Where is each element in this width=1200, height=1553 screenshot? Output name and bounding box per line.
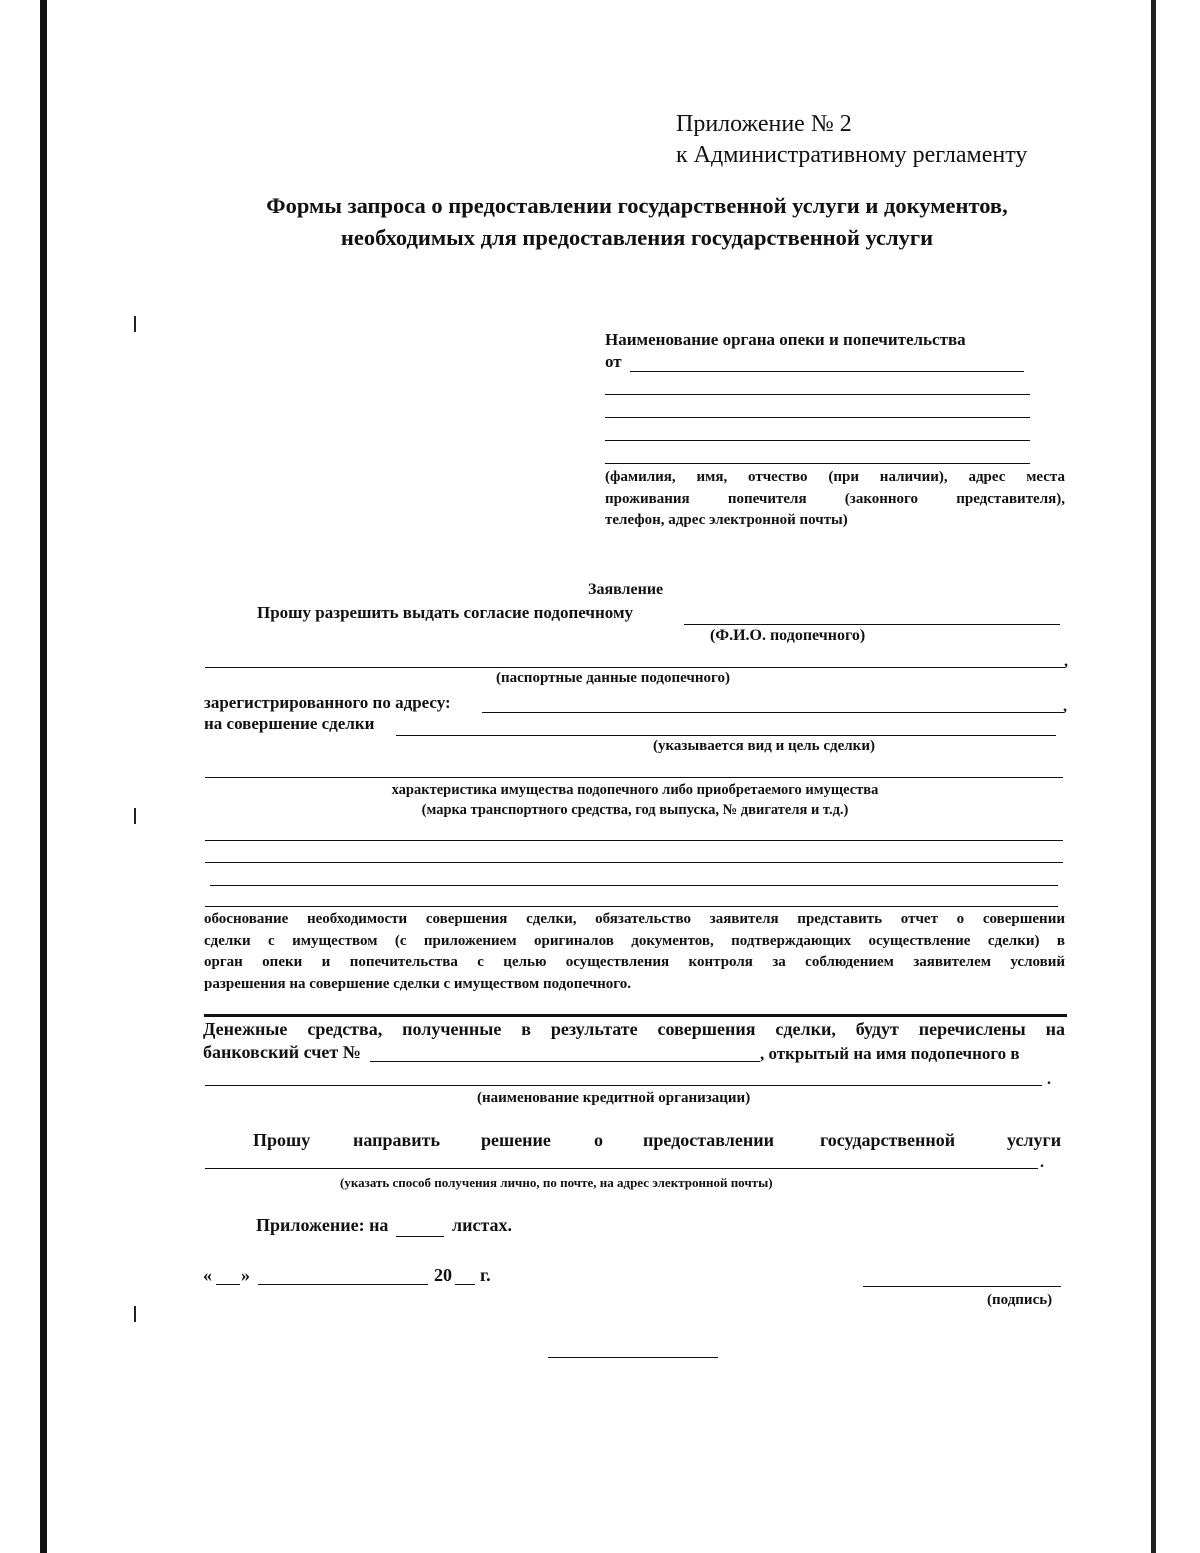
applicant-line[interactable] [605, 417, 1030, 418]
passport-caption: (паспортные данные подопечного) [496, 670, 730, 686]
day-line[interactable] [216, 1284, 240, 1285]
punch-mark [134, 1306, 136, 1322]
registered-address-line[interactable] [482, 712, 1064, 713]
applicant-note-line-2: проживания попечителя (законного представителя), [605, 491, 1065, 507]
applicant-note-line-1: (фамилия, имя, отчество (при наличии), адрес места [605, 469, 1065, 485]
delivery-word: государственной [820, 1130, 956, 1150]
applicant-note-line-3: телефон, адрес электронной почты) [605, 512, 848, 528]
applicant-line[interactable] [630, 371, 1024, 372]
justification-line[interactable] [210, 885, 1058, 886]
comma: , [1063, 698, 1067, 715]
delivery-word: услуги [1007, 1130, 1062, 1150]
month-line[interactable] [258, 1284, 428, 1285]
ward-name-caption: (Ф.И.О. подопечного) [710, 627, 866, 644]
justification-line-1: обоснование необходимости совершения сделки, обязательство заявителя представить отчет о совершении [204, 911, 1065, 927]
appendix-reference: к Административному регламенту [676, 142, 1028, 168]
statement-heading: Заявление [588, 581, 664, 598]
delivery-word: решение [481, 1130, 551, 1150]
property-line[interactable] [205, 777, 1063, 778]
deal-caption: (указывается вид и цель сделки) [653, 738, 875, 754]
account-suffix: , открытый на имя подопечного в [760, 1044, 1020, 1063]
registered-address-label: зарегистрированного по адресу: [204, 693, 451, 712]
account-number-line[interactable] [370, 1061, 760, 1062]
property-caption-2: (марка транспортного средства, год выпуска, № двигателя и т.д.) [421, 802, 849, 818]
delivery-word: направить [353, 1130, 440, 1150]
justification-line-4: разрешения на совершение сделки с имуществом подопечного. [204, 975, 631, 992]
deal-label: на совершение сделки [204, 714, 375, 733]
sheet-count-line[interactable] [396, 1236, 444, 1237]
comma: , [1064, 653, 1068, 670]
period: . [1047, 1071, 1051, 1088]
form-title-line-2: необходимых для предоставления государственной услуги [340, 225, 934, 250]
justification-line[interactable] [205, 906, 1058, 907]
justification-caption [204, 909, 1065, 995]
punch-mark [134, 316, 136, 332]
request-text: Прошу разрешить выдать согласие подопечному [257, 603, 634, 622]
from-label: от [605, 352, 622, 371]
guardianship-authority-label: Наименование органа опеки и попечительства [605, 330, 966, 349]
period: . [1040, 1154, 1044, 1171]
applicant-line[interactable] [605, 463, 1030, 464]
attachment-label: Приложение: на [256, 1215, 389, 1235]
attachment-suffix: листах. [452, 1215, 513, 1235]
account-label: банковский счет № [203, 1042, 361, 1062]
year-prefix: 20 [434, 1265, 452, 1285]
end-divider [548, 1357, 718, 1358]
property-caption-1: характеристика имущества подопечного либо приобретаемого имущества [391, 782, 879, 798]
funds-line-1: Денежные средства, полученные в результате совершения сделки, будут перечислены на [203, 1019, 1065, 1039]
date-close-quote: » [241, 1265, 250, 1285]
signature-line[interactable] [863, 1286, 1061, 1287]
passport-data-line[interactable] [205, 667, 1065, 668]
bank-name-line[interactable] [205, 1085, 1042, 1086]
signature-caption: (подпись) [987, 1292, 1053, 1308]
delivery-word: Прошу [253, 1130, 311, 1150]
bank-caption: (наименование кредитной организации) [477, 1090, 751, 1106]
justification-line-2: сделки с имуществом (с приложением оригиналов документов, подтверждающих осуществление сделки) в [204, 932, 1065, 949]
applicant-line[interactable] [605, 440, 1030, 441]
justification-line[interactable] [205, 840, 1063, 841]
applicant-line[interactable] [605, 394, 1030, 395]
appendix-number: Приложение № 2 [676, 111, 852, 137]
justification-line[interactable] [205, 862, 1063, 863]
year-line[interactable] [455, 1284, 475, 1285]
year-suffix: г. [480, 1265, 491, 1285]
delivery-word: о [594, 1130, 603, 1150]
form-title-line-1: Формы запроса о предоставлении государственной услуги и документов, [266, 193, 1008, 218]
delivery-word: предоставлении [643, 1130, 774, 1150]
section-divider [204, 1014, 1067, 1017]
deal-line[interactable] [396, 735, 1056, 736]
ward-name-line[interactable] [684, 624, 1060, 625]
justification-line-3: орган опеки и попечительства с целью осуществления контроля за соблюдением заявителем условий [204, 954, 1065, 970]
date-open-quote: « [203, 1265, 212, 1285]
delivery-method-line[interactable] [205, 1168, 1038, 1169]
delivery-caption: (указать способ получения лично, по почте, на адрес электронной почты) [340, 1175, 773, 1190]
